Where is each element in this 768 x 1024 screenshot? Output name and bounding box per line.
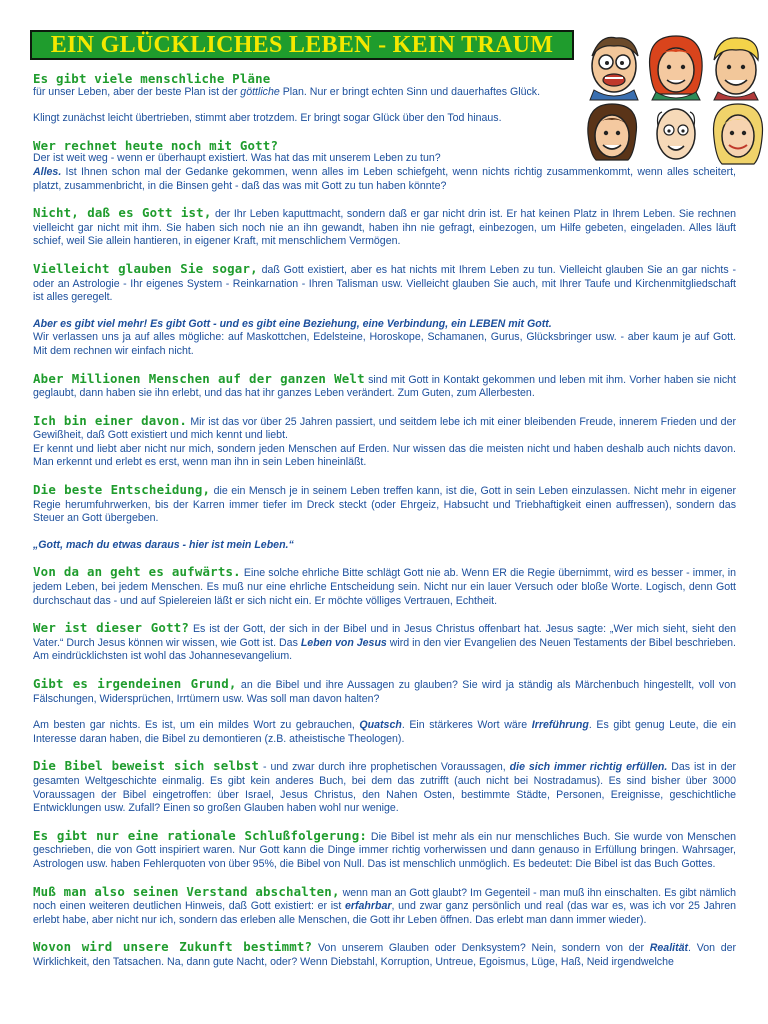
- section-heading: Die Bibel beweist sich selbst: [33, 758, 260, 774]
- section-heading: Muß man also seinen Verstand abschalten,: [33, 883, 340, 899]
- section-heading: Wovon wird unsere Zukunft bestimmt?: [33, 939, 313, 955]
- paragraph-wer-ist: Wer ist dieser Gott? Es ist der Gott, der sich in der Bibel und in Jesus Christus offenbart hat. Jesus sagte: „Wer mich sieht, sieht den Vater.“ Durch Jesus können wir wissen, wie Gott ist. Das Leben von Jesus wird in den vier Evangelien des Neuen Testaments der Bibel beschrieben. Am eindrücklichsten ist wohl das Johannesevangelium.: [33, 620, 737, 663]
- section-heading: Nicht, daß es Gott ist,: [33, 205, 212, 221]
- paragraph-schlussfolgerung: Es gibt nur eine rationale Schlußfolgerung: Die Bibel ist mehr als ein nur menschliches Buch. Sie wurde von Menschen geschrieben, die von Gott inspiriert waren. Nur Gott kann die Dinge immer richtig vorherwissen und dann genauso in Erfüllung bringen. Wahrsager, Astrologen usw. haben Fehlerquoten von über 95%, die Bibel von Null. Das ist menschlich unmöglich. Es bedeutet: Die Bibel ist das Buch Gottes.: [33, 827, 737, 870]
- paragraph-viel-mehr: Aber es gibt viel mehr! Es gibt Gott - und es gibt eine Beziehung, eine Verbindung, ein LEBEN mit Gott. Wir verlassen uns ja auf alles mögliche: auf Maskottchen, Edelsteine, Horoskope, Schamanen, Gurus, Glücksbringer usw. - aber kaum je auf Gott. Mit dem rechnen wir einfach nicht.: [33, 317, 736, 357]
- paragraph-klingt: Klingt zunächst leicht übertrieben, stimmt aber trotzdem. Er bringt sogar Glück über den Tod hinaus.: [33, 112, 502, 125]
- page-title: EIN GLÜCKLICHES LEBEN - KEIN TRAUM: [50, 31, 554, 58]
- paragraph-quatsch: Am besten gar nichts. Es ist, um ein mildes Wort zu gebrauchen, Quatsch. Ein stärkeres Wort wäre Irreführung. Es gibt genug Leute, die ein Interesse daran haben, die Bibel zu demontieren (z.B. atheistische Theologen).: [33, 719, 736, 745]
- paragraph-quote: [33, 539, 736, 553]
- section-heading: Gibt es irgendeinen Grund,: [33, 676, 237, 691]
- paragraph-wer-rechnet: Wer rechnet heute noch mit Gott? Der ist weit weg - wenn er überhaupt existiert. Was hat das mit unserem Leben zu tun? Alles. Ist Ihnen schon mal der Gedanke gekommen, wenn alles im Leben schiefgeht, wenn nichts richtig zusammenkommt, wenn alles scheitert, platzt, zusammenbricht, in die Binsen geht - daß das was mit Gott zu tun haben könnte?: [33, 137, 736, 192]
- section-heading: Es gibt viele menschliche Pläne: [33, 71, 271, 86]
- title-banner: [30, 30, 574, 60]
- paragraph-verstand: Muß man also seinen Verstand abschalten, wenn man an Gott glaubt? Im Gegenteil - man muß ihn einschalten. Es gibt nämlich noch einen weiteren deutlichen Hinweis, daß Gott existiert: er ist erfahrbar, und zwar ganz persönlich und real (das war es, was ich vor 25 Jahren erlebt habe, aber nicht nur ich, sondern das erleben alle Menschen, die Gott ihr Leben öffnen. Das erlebt man dann immer wieder).: [33, 883, 736, 926]
- section-heading: Von da an geht es aufwärts.: [33, 564, 241, 580]
- prayer-quote: „Gott, mach du etwas daraus - hier ist mein Leben.“: [33, 538, 294, 551]
- section-heading: Die beste Entscheidung,: [33, 482, 211, 498]
- section-heading: Es gibt nur eine rationale Schlußfolgerung:: [33, 827, 368, 843]
- paragraph-vielleicht: Vielleicht glauben Sie sogar, daß Gott existiert, aber es hat nichts mit Ihrem Leben zu tun. Vielleicht glauben Sie an gar nichts - oder an Astrologie - Ihr eigenes System - Reinkarnation - Ihren Talisman usw. Vielleicht glauben Sie auch, mit Ihrer Taufe und Kirchenmitgliedschaft ist alles geregelt.: [33, 260, 736, 304]
- section-heading: Vielleicht glauben Sie sogar,: [33, 260, 258, 276]
- paragraph-ich-bin: Ich bin einer davon. Mir ist das vor über 25 Jahren passiert, und seitdem lebe ich mit einer bleibenden Freude, innerem Frieden und der Gewißheit, daß Gott existiert und mich kennt und liebt. Er kennt und liebt aber nicht nur mich, sondern jeden Menschen auf Erden. Nur wissen das die meisten nicht und haben deshalb auch nichts davon. Man erkennt und erlebt es erst, wenn man ihn in sein Leben hineinläßt.: [33, 412, 736, 469]
- paragraph-aufwaerts: Von da an geht es aufwärts. Eine solche ehrliche Bitte schlägt Gott nie ab. Wenn ER die Regie übernimmt, wird es besser - immer, in jedem Leben, bei jedem Menschen. Es muß nur eine ehrliche Entscheidung sein. Nicht nur ein lauer Versuch oder bloße Worte. Logisch, denn Gott durchschaut das - und auf Spielereien läßt er sich nicht ein. Er möchte völliges Vertrauen, Echtheit.: [33, 564, 736, 607]
- paragraph-grund: Gibt es irgendeinen Grund, an die Bibel und ihre Aussagen zu glauben? Sie wird ja ständig als Märchenbuch hingestellt, voll von Fälschungen, Widersprüchen, Irrtümern usw. Was soll man davon halten?: [33, 676, 736, 705]
- paragraph-nicht-dass: Nicht, daß es Gott ist, der Ihr Leben kaputtmacht, sondern daß er gar nicht drin ist. Er hat keinen Platz in Ihrem Leben. Sie rechnen vielleicht gar nicht mit ihm. Sie haben sich noch nie an ihn gewandt, haben ihn nie gefragt, einbezogen, um Hilfe gebeten, eingeladen. Alles läuft schief, weil Sie allein hantieren, in eigener Kraft, mit menschlichem Vermögen.: [33, 205, 736, 248]
- paragraph-millionen: Aber Millionen Menschen auf der ganzen Welt sind mit Gott in Kontakt gekommen und leben mit ihm. Vorher haben sie nicht geglaubt, dann haben sie ihn erlebt, und das hat ihr ganzes Leben verändert. Zum Guten, zum Allerbesten.: [33, 370, 736, 400]
- paragraph-beweist: Die Bibel beweist sich selbst - und zwar durch ihre prophetischen Voraussagen, die sich immer richtig erfüllen. Das ist in der gesamten Weltgeschichte einmalig. Es gibt kein anderes Buch, bei dem das zutrifft (auch nicht bei Nostradamus). Es sind bisher über 3000 Voraussagen der Bibel eingetroffen: über Israel, Jesus Christus, den Nahen Osten, bestimmte Städte, Personen, Ereignisse, geschichtliche Entwicklungen usw. Zufall? Einen so großen Glauben haben wohl nur wenige.: [33, 758, 737, 815]
- section-heading: Aber Millionen Menschen auf der ganzen Welt: [33, 370, 365, 386]
- paragraph-zukunft: Wovon wird unsere Zukunft bestimmt? Von unserem Glauben oder Denksystem? Nein, sondern von der Realität. Von der Wirklichkeit, den Tatsachen. Na, dann gute Nacht, oder? Wenn Diebstahl, Korruption, Untreue, Egoismus, Lüge, Haß, Neid irgendwelche: [33, 939, 737, 968]
- paragraph-entscheidung: Die beste Entscheidung, die ein Mensch je in seinem Leben treffen kann, ist die, Gott in sein Leben einzulassen. Nicht mehr in eigener Regie herumfuhrwerken, bis der Karren immer tiefer im Dreck steckt (oder Ehrgeiz, Habsucht und Triebhaftigkeit einen auffressen), sondern das Steuer an Gott übergeben.: [33, 482, 737, 525]
- section-heading: Wer rechnet heute noch mit Gott?: [33, 137, 279, 153]
- section-heading: Wer ist dieser Gott?: [33, 620, 190, 636]
- paragraph-plaene: Es gibt viele menschliche Pläne für unser Leben, aber der beste Plan ist der göttliche Plan. Nur er bringt echten Sinn und dauerhaftes Glück.: [33, 72, 736, 99]
- article-body: [33, 72, 736, 983]
- section-heading: Ich bin einer davon.: [33, 412, 188, 428]
